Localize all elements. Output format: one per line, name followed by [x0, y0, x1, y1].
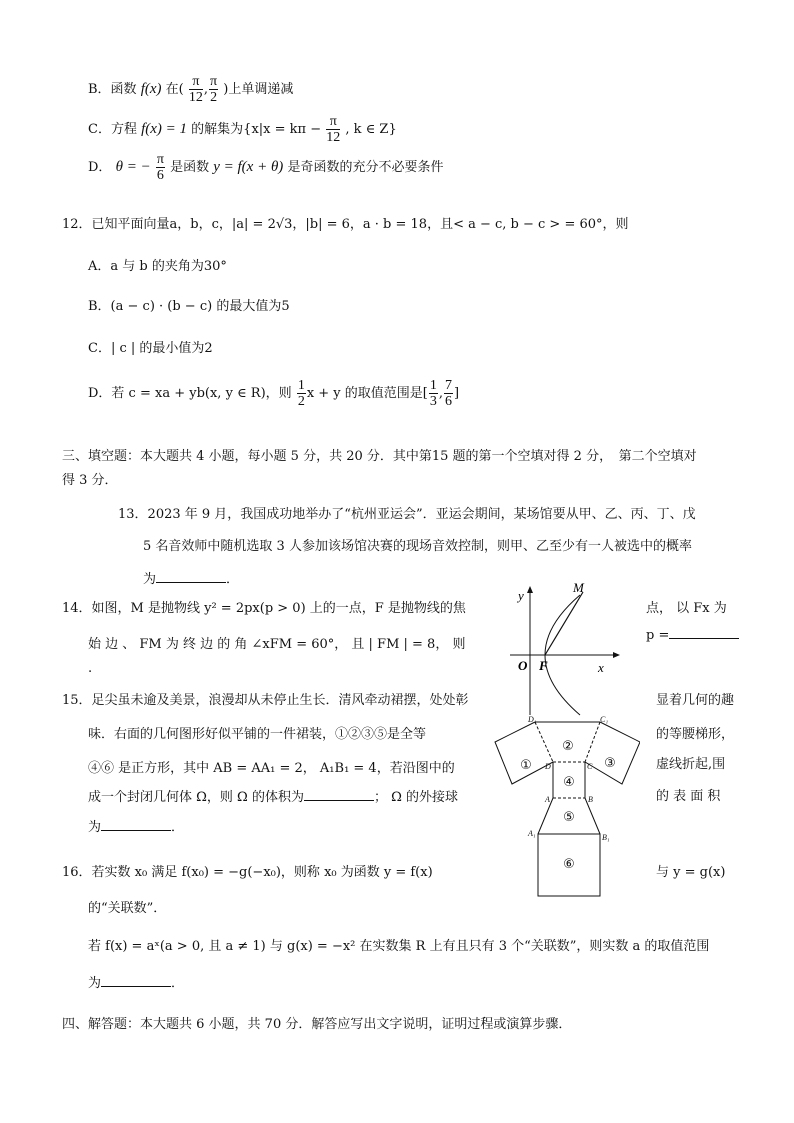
q13-answer-suffix: ． [226, 572, 240, 587]
edge-c1-c [585, 722, 600, 762]
frac-num: 1 [297, 378, 305, 393]
fig-y-label: y [518, 588, 524, 603]
q11b-suffix: )上单调递减 [223, 82, 294, 97]
q12-option-c: C．| c | 的最小值为2 [88, 341, 213, 356]
q12-stem: 12．已知平面向量a，b，c，|a| = 2√3，|b| = 6，a · b = 18，且< a − c, b − c > = 60°，则 [62, 217, 629, 232]
section3-line1: 三、填空题：本大题共 4 小题，每小题 5 分，共 20 分．其中第15 题的第一个空填对得 2 分， 第二个空填对 [62, 449, 697, 464]
q14-p-label: p = [646, 628, 670, 643]
q11d-frac [156, 152, 165, 183]
q14-line3: . [88, 661, 93, 676]
q14-line2b [646, 626, 739, 645]
q16-line1b: 与 y = g(x) [656, 865, 726, 880]
frac-den: 6 [156, 168, 164, 183]
q13-line3 [143, 570, 239, 589]
q15-volume-blank[interactable] [304, 788, 374, 801]
fig-x-label: x [598, 660, 604, 675]
q11d-theta: θ = − [115, 159, 151, 175]
label-d: D [545, 762, 551, 771]
q11-option-c [88, 114, 397, 145]
q15-line2b: 的等腰梯形， [656, 727, 735, 742]
q11-option-d [88, 152, 443, 183]
frac-den: 12 [188, 90, 203, 105]
q11b-fx: f(x) [140, 81, 162, 97]
q13-line1: 13．2023 年 9 月，我国成功地举办了“杭州亚运会”．亚运会期间，某场馆要从甲、乙、丙、丁、戊 [118, 507, 696, 522]
frac-den: 3 [429, 394, 437, 409]
q16-line3: 若 f(x) = aˣ(a > 0, 且 a ≠ 1) 与 g(x) = −x² 在实数集 R 上有且只有 3 个“关联数”，则实数 a 的取值范围 [88, 939, 710, 954]
frac-num: π [156, 152, 164, 167]
q13-answer-prefix: 为 [143, 572, 157, 587]
q14-line2a: 始 边 、 FM 为 终 边 的 角 ∠xFM = 60°， 且 | FM | = 8， 则 [88, 637, 466, 652]
q11-option-b [88, 74, 293, 105]
q16-line2: 的“关联数”． [88, 901, 167, 916]
q15-line3b: 虚线折起,围 [656, 757, 726, 772]
q11d-func: y = f(x + θ) [213, 159, 284, 175]
frac-num: 1 [429, 378, 437, 393]
q12d-comma: , [438, 386, 443, 401]
q16-line4 [88, 974, 184, 993]
q12d-frac2 [429, 378, 438, 409]
q16-answer-blank[interactable] [101, 974, 171, 987]
region-2: ② [562, 739, 574, 754]
frac-num: π [210, 74, 218, 89]
q12-option-b: B．(a − c) · (b − c) 的最大值为5 [88, 299, 290, 314]
q12d-prefix: D．若 c = xa + yb(x, y ∈ R)，则 [88, 386, 292, 401]
q11b-mid: 在( [165, 82, 184, 97]
fig-m-label: M [573, 580, 584, 595]
y-axis-arrow [527, 586, 533, 593]
q12d-frac3 [444, 378, 453, 409]
q11c-mid: 的解集为{x|x = kπ − [191, 122, 322, 137]
x-axis-arrow [613, 652, 620, 658]
q14-line1b: 点， 以 Fx 为 [646, 601, 727, 616]
q11b-comma: , [203, 82, 209, 97]
fm-segment [545, 592, 583, 655]
region-4: ④ [563, 775, 575, 790]
edge-d1-d [535, 722, 553, 762]
region-5: ⑤ [563, 810, 575, 825]
q16-line1a: 16．若实数 x₀ 满足 f(x₀) = −g(−x₀)，则称 x₀ 为函数 y = f(x) [62, 865, 433, 880]
frac-den: 2 [210, 90, 218, 105]
q12d-suffix: ] [454, 386, 460, 401]
region-6: ⑥ [563, 857, 575, 872]
q11c-eq: f(x) = 1 [141, 121, 188, 137]
q11d-prefix: D． [88, 160, 112, 175]
section3-line2: 得 3 分． [62, 473, 118, 488]
q11c-suffix: , k ∈ Z} [345, 122, 397, 137]
fig-f-label: F [539, 658, 548, 673]
label-b: B [588, 795, 593, 804]
label-c1: C₁ [600, 715, 609, 724]
frac-den: 2 [297, 394, 305, 409]
q14-line1a: 14．如图，M 是抛物线 y² = 2px(p > 0) 上的一点，F 是抛物线的焦 [62, 601, 466, 616]
q15-line1b: 显着几何的趣 [656, 693, 735, 708]
q12d-frac1 [297, 378, 306, 409]
q14-answer-blank[interactable] [669, 626, 739, 639]
q11d-suffix: 是奇函数的充分不必要条件 [287, 160, 444, 175]
q15-sphere-text: ； Ω 的外接球 [373, 790, 459, 805]
left-trapezoid [495, 722, 553, 784]
q13-line2: 5 名音效师中随机选取 3 人参加该场馆决赛的现场音效控制，则甲、乙至少有一人被选中的概率 [143, 539, 692, 554]
q15-line3a: ④⑥ 是正方形，其中 AB = AA₁ = 2， A₁B₁ = 4，若沿图中的 [88, 761, 455, 776]
q11c-prefix: C．方程 [88, 122, 137, 137]
q15-line4 [88, 788, 458, 807]
right-trapezoid [585, 722, 640, 784]
q15-line1a: 15．足尖虽未逾及美景，浪漫却从未停止生长．清风牵动裙摆，处处彰 [62, 693, 469, 708]
q15-line2a: 味．右面的几何图形好似平铺的一件裙装，①②③⑤是全等 [88, 727, 427, 742]
q12-option-d [88, 378, 459, 409]
q15-area-blank[interactable] [101, 818, 171, 831]
q11b-frac2 [209, 74, 218, 105]
label-a: A [545, 795, 550, 804]
region-1: ① [520, 758, 532, 773]
q15-area-prefix: 为 [88, 820, 102, 835]
q11b-frac1 [189, 74, 203, 105]
section4-heading: 四、解答题：本大题共 6 小题，共 70 分．解答应写出文字说明，证明过程或演算步骤． [62, 1017, 572, 1032]
q12d-mid: x + y 的取值范围是[ [306, 386, 428, 401]
frac-den: 6 [445, 394, 452, 409]
region-3: ③ [604, 756, 616, 771]
q11d-mid: 是函数 [170, 160, 210, 175]
frac-num: π [189, 74, 203, 90]
q16-answer-prefix: 为 [88, 976, 102, 991]
frac-num: π [326, 114, 340, 130]
fig-o-label: O [518, 658, 528, 673]
q15-line4c: 的 表 面 积 [656, 789, 721, 804]
label-c: C [587, 762, 593, 771]
q11b-prefix: B．函数 [88, 82, 137, 97]
q16-answer-suffix: ． [171, 976, 185, 991]
q12-option-a: A．a 与 b 的夹角为30° [88, 259, 227, 274]
label-d1: D₁ [528, 715, 537, 724]
q11c-frac [326, 114, 340, 145]
label-b1: B₁ [602, 833, 610, 842]
label-a1: A₁ [528, 829, 536, 838]
parabola-figure [505, 580, 630, 720]
q15-volume-prefix: 成一个封闭几何体 Ω，则 Ω 的体积为 [88, 790, 304, 805]
q13-answer-blank[interactable] [156, 570, 226, 583]
frac-num: 7 [445, 378, 452, 393]
skirt-figure [490, 712, 640, 902]
q15-line5 [88, 818, 184, 837]
q15-area-suffix: ． [171, 820, 185, 835]
frac-den: 12 [326, 130, 341, 145]
